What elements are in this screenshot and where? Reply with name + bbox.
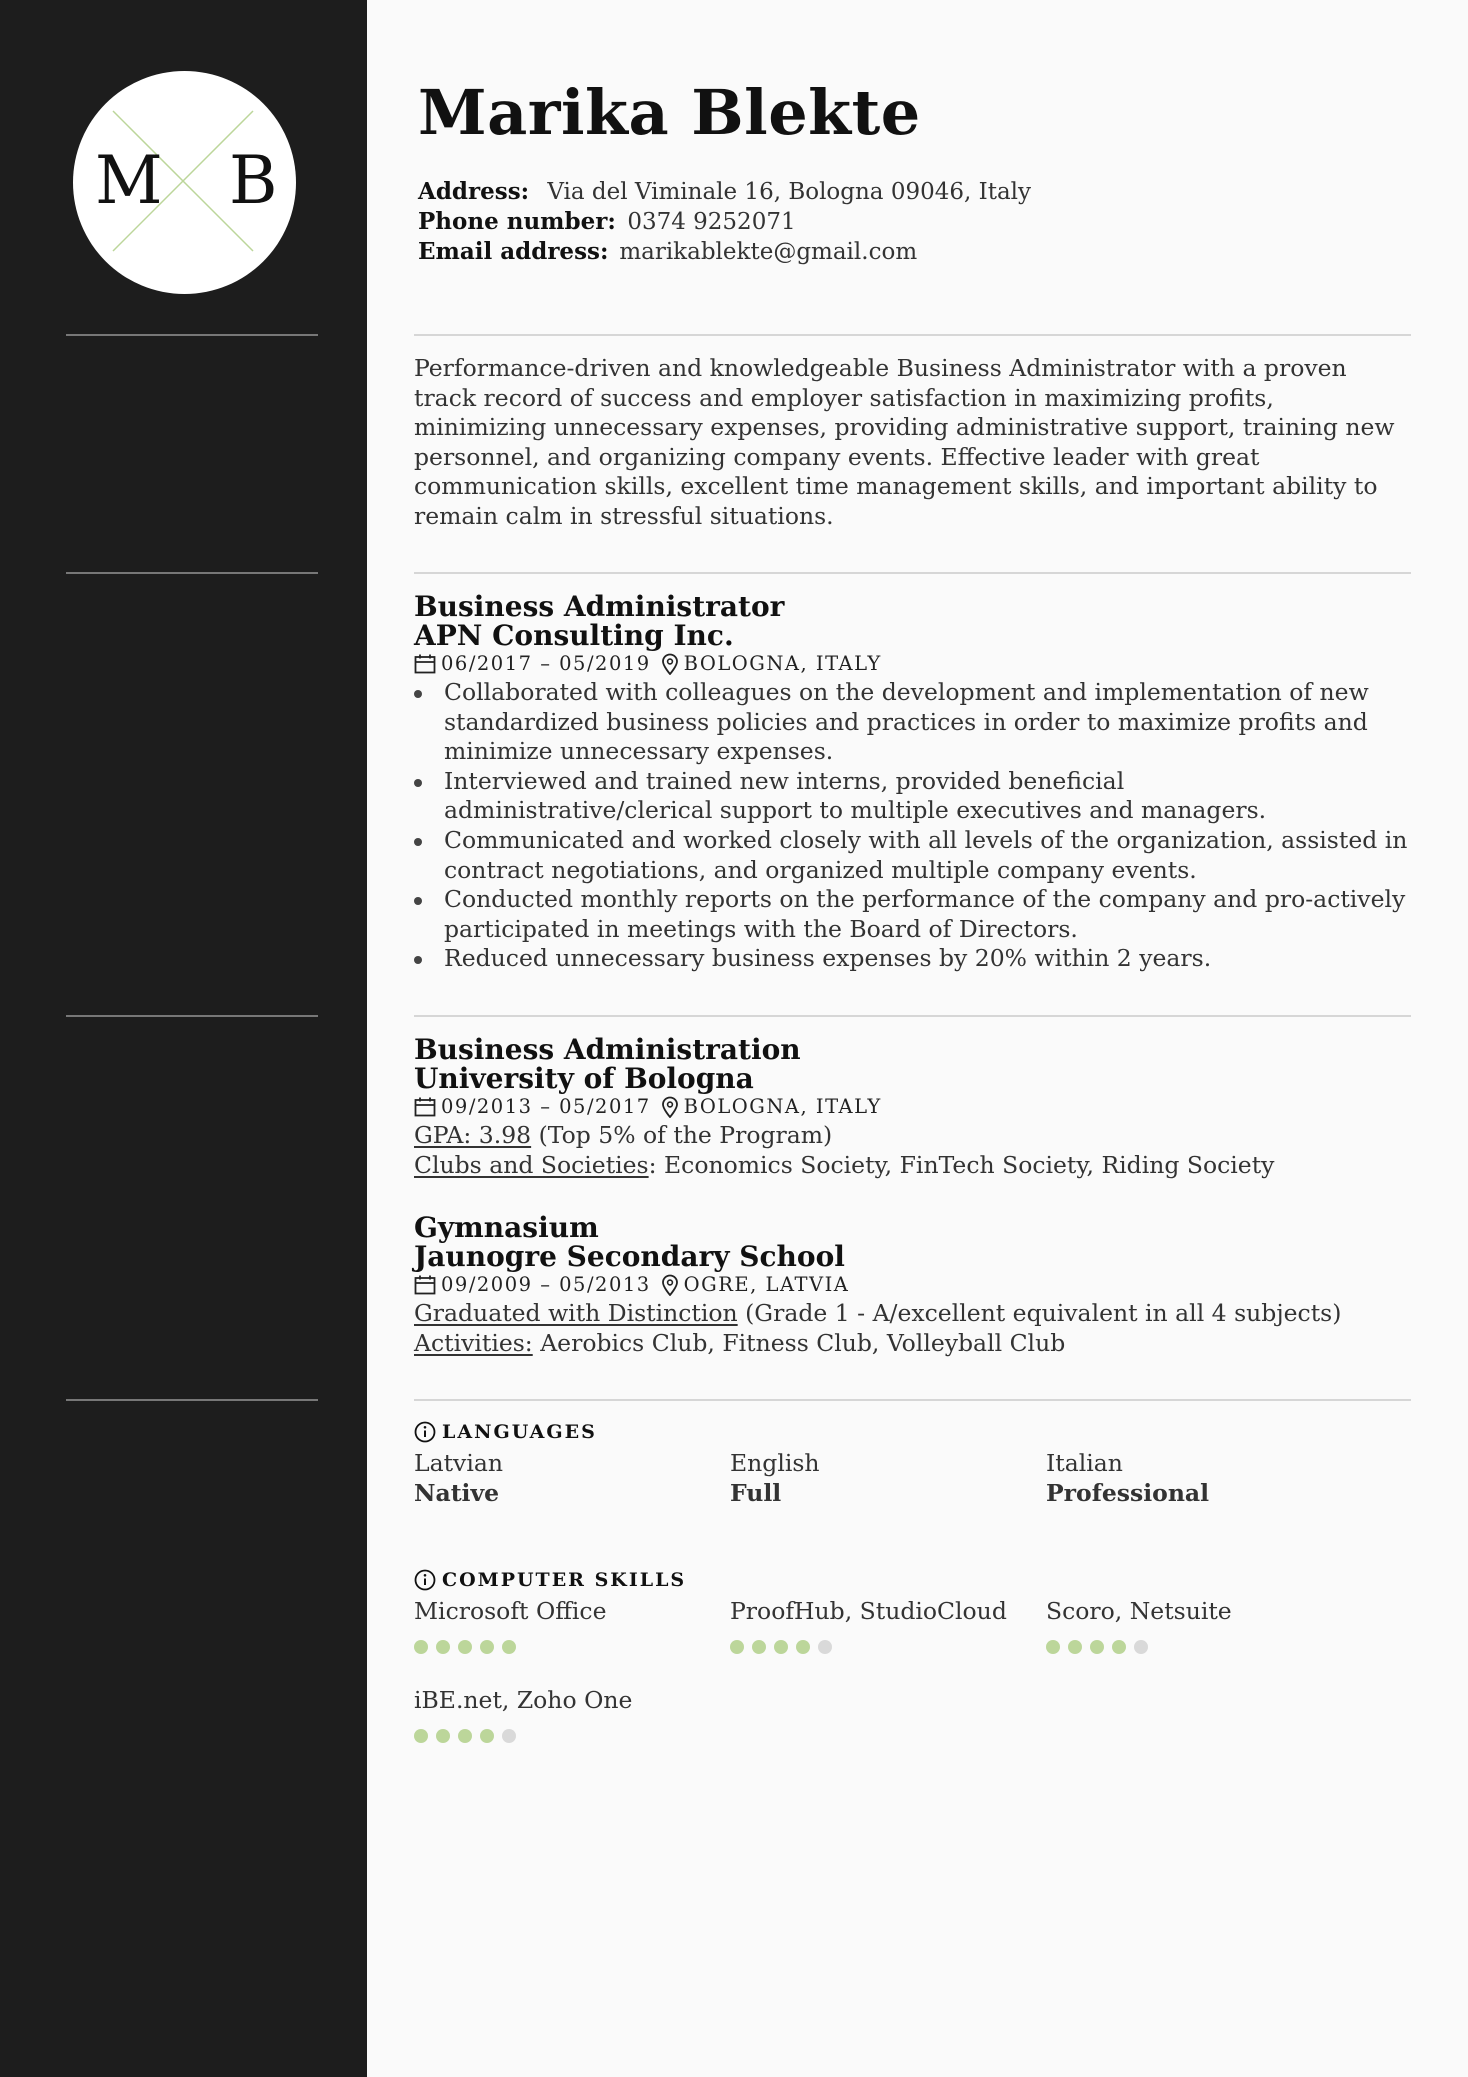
job-dates: 06/2017 – 05/2019 [441,652,651,675]
contact-label: Email address: [418,238,609,265]
skill-rating [414,1729,524,1743]
education-meta [414,1093,1414,1121]
rating-dot-empty [1134,1640,1148,1654]
contact-phone [418,207,1031,237]
language-level: Professional [1046,1479,1210,1507]
contact-value: Via del Viminale 16, Bologna 09046, Italy [547,179,1032,205]
language-name: English [730,1449,820,1477]
contact-info [418,177,1031,267]
bullet-line: Conducted monthly reports on the performance of the company and pro-actively [444,885,1406,914]
education-detail-label: GPA: 3.98 [414,1121,532,1149]
education-entry [414,1213,1414,1358]
profile-line: minimizing unnecessary expenses, providing administrative support, training new [414,413,1395,441]
rating-dot-filled [1090,1640,1104,1654]
list-item [414,944,1414,974]
language-name: Latvian [414,1449,503,1477]
degree-title: Gymnasium [414,1211,599,1244]
skill-rating [730,1640,840,1654]
rating-dot-filled [414,1729,428,1743]
rating-dot-filled [1068,1640,1082,1654]
section-divider [414,1015,1411,1017]
section-divider [414,334,1411,336]
education-entry [414,1035,1414,1180]
language-item [730,1448,820,1508]
bullet-line: Interviewed and trained new interns, provided beneficial [444,766,1125,795]
computer-skill-name: ProofHub, StudioCloud [730,1597,1007,1625]
degree-title: Business Administration [414,1033,801,1066]
skill-rating [414,1640,524,1654]
job-bullets [414,678,1414,974]
list-item [414,826,1414,885]
job-title: Business Administrator [414,590,785,623]
sidebar [0,0,367,2077]
monogram-initial-first: M [95,142,163,219]
computer-skill-name: Scoro, Netsuite [1046,1597,1232,1625]
rating-dot-filled [774,1640,788,1654]
school-name: University of Bologna [414,1062,754,1095]
computer-skill-name: iBE.net, Zoho One [414,1686,633,1714]
rating-dot-filled [458,1640,472,1654]
language-level: Full [730,1479,782,1507]
section-divider [414,1399,1411,1401]
bullet-line: minimize unnecessary expenses. [444,737,834,766]
sidebar-divider [66,1399,318,1401]
education-detail [414,1121,1414,1151]
education-dates: 09/2009 – 05/2013 [441,1273,651,1296]
sidebar-divider [66,1015,318,1017]
job-meta [414,650,1414,678]
monogram-initial-last: B [229,142,278,219]
sidebar-divider [66,572,318,574]
computer-skills-heading-label: COMPUTER SKILLS [442,1569,687,1591]
info-icon [414,1421,436,1443]
location-pin-icon [661,1096,679,1118]
list-item [414,767,1414,826]
rating-dot-filled [730,1640,744,1654]
info-icon [414,1569,436,1591]
rating-dot-filled [414,1640,428,1654]
rating-dot-filled [436,1640,450,1654]
rating-dot-filled [436,1729,450,1743]
education-detail [414,1329,1414,1359]
calendar-icon [414,1097,436,1117]
education-detail-label: Activities: [414,1328,533,1357]
education-detail [414,1151,1414,1181]
contact-label: Address: [418,178,530,205]
bullet-line: Communicated and worked closely with all levels of the organization, assisted in [444,825,1408,854]
rating-dot-filled [796,1640,810,1654]
rating-dot-filled [480,1640,494,1654]
profile-line: remain calm in stressful situations. [414,501,834,530]
contact-email [418,237,1031,267]
rating-dot-empty [502,1729,516,1743]
school-name: Jaunogre Secondary School [414,1240,845,1273]
job-location: BOLOGNA, ITALY [683,652,882,675]
contact-value: marikablekte@gmail.com [619,239,918,265]
languages-heading [414,1421,597,1443]
rating-dot-filled [752,1640,766,1654]
work-entry [414,592,1414,974]
rating-dot-filled [1046,1640,1060,1654]
profile-line: personnel, and organizing company events. Effective leader with great [414,442,1260,471]
profile-line: communication skills, excellent time management skills, and important ability to [414,472,1378,500]
calendar-icon [414,654,436,674]
calendar-icon [414,1275,436,1295]
computer-skills-heading [414,1569,686,1591]
education-dates: 09/2013 – 05/2017 [441,1095,651,1118]
education-location: BOLOGNA, ITALY [683,1095,882,1118]
sidebar-divider [66,334,318,336]
bullet-line: administrative/clerical support to multiple executives and managers. [444,796,1267,825]
education-meta [414,1271,1414,1299]
monogram-logo [73,71,296,294]
candidate-name: Marika Blekte [418,76,921,149]
company-name: APN Consulting Inc. [414,619,734,652]
location-pin-icon [661,653,679,675]
profile-line: track record of success and employer satisfaction in maximizing profits, [414,383,1274,412]
profile-summary [414,354,1414,531]
language-item [1046,1448,1209,1508]
education-detail [414,1299,1414,1329]
list-item [414,678,1414,767]
education-detail-text: (Top 5% of the Program) [531,1121,833,1149]
skill-rating [1046,1640,1156,1654]
rating-dot-filled [458,1729,472,1743]
rating-dot-filled [1112,1640,1126,1654]
bullet-line: Reduced unnecessary business expenses by 20% within 2 years. [444,944,1212,973]
section-divider [414,572,1411,574]
education-detail-text: : Economics Society, FinTech Society, Riding Society [648,1150,1275,1179]
language-name: Italian [1046,1449,1123,1477]
list-item [414,885,1414,944]
contact-label: Phone number: [418,208,616,235]
rating-dot-filled [502,1640,516,1654]
computer-skill-name: Microsoft Office [414,1597,607,1625]
location-pin-icon [661,1274,679,1296]
bullet-line: standardized business policies and practices in order to maximize profits and [444,707,1368,736]
education-detail-text: Aerobics Club, Fitness Club, Volleyball Club [532,1328,1066,1357]
contact-value: 0374 9252071 [627,209,796,235]
language-level: Native [414,1479,500,1507]
language-item [414,1448,503,1508]
contact-address [418,177,1031,207]
bullet-line: contract negotiations, and organized multiple company events. [444,855,1197,884]
education-location: OGRE, LATVIA [683,1273,850,1296]
bullet-line: participated in meetings with the Board of Directors. [444,914,1078,943]
bullet-line: Collaborated with colleagues on the development and implementation of new [444,678,1369,706]
languages-heading-label: LANGUAGES [442,1421,597,1443]
profile-line: Performance-driven and knowledgeable Business Administrator with a proven [414,354,1347,382]
education-detail-label: Clubs and Societies [414,1150,649,1179]
education-detail-label: Graduated with Distinction [414,1299,738,1327]
rating-dot-empty [818,1640,832,1654]
rating-dot-filled [480,1729,494,1743]
education-detail-text: (Grade 1 - A/excellent equivalent in all 4 subjects) [737,1299,1342,1327]
